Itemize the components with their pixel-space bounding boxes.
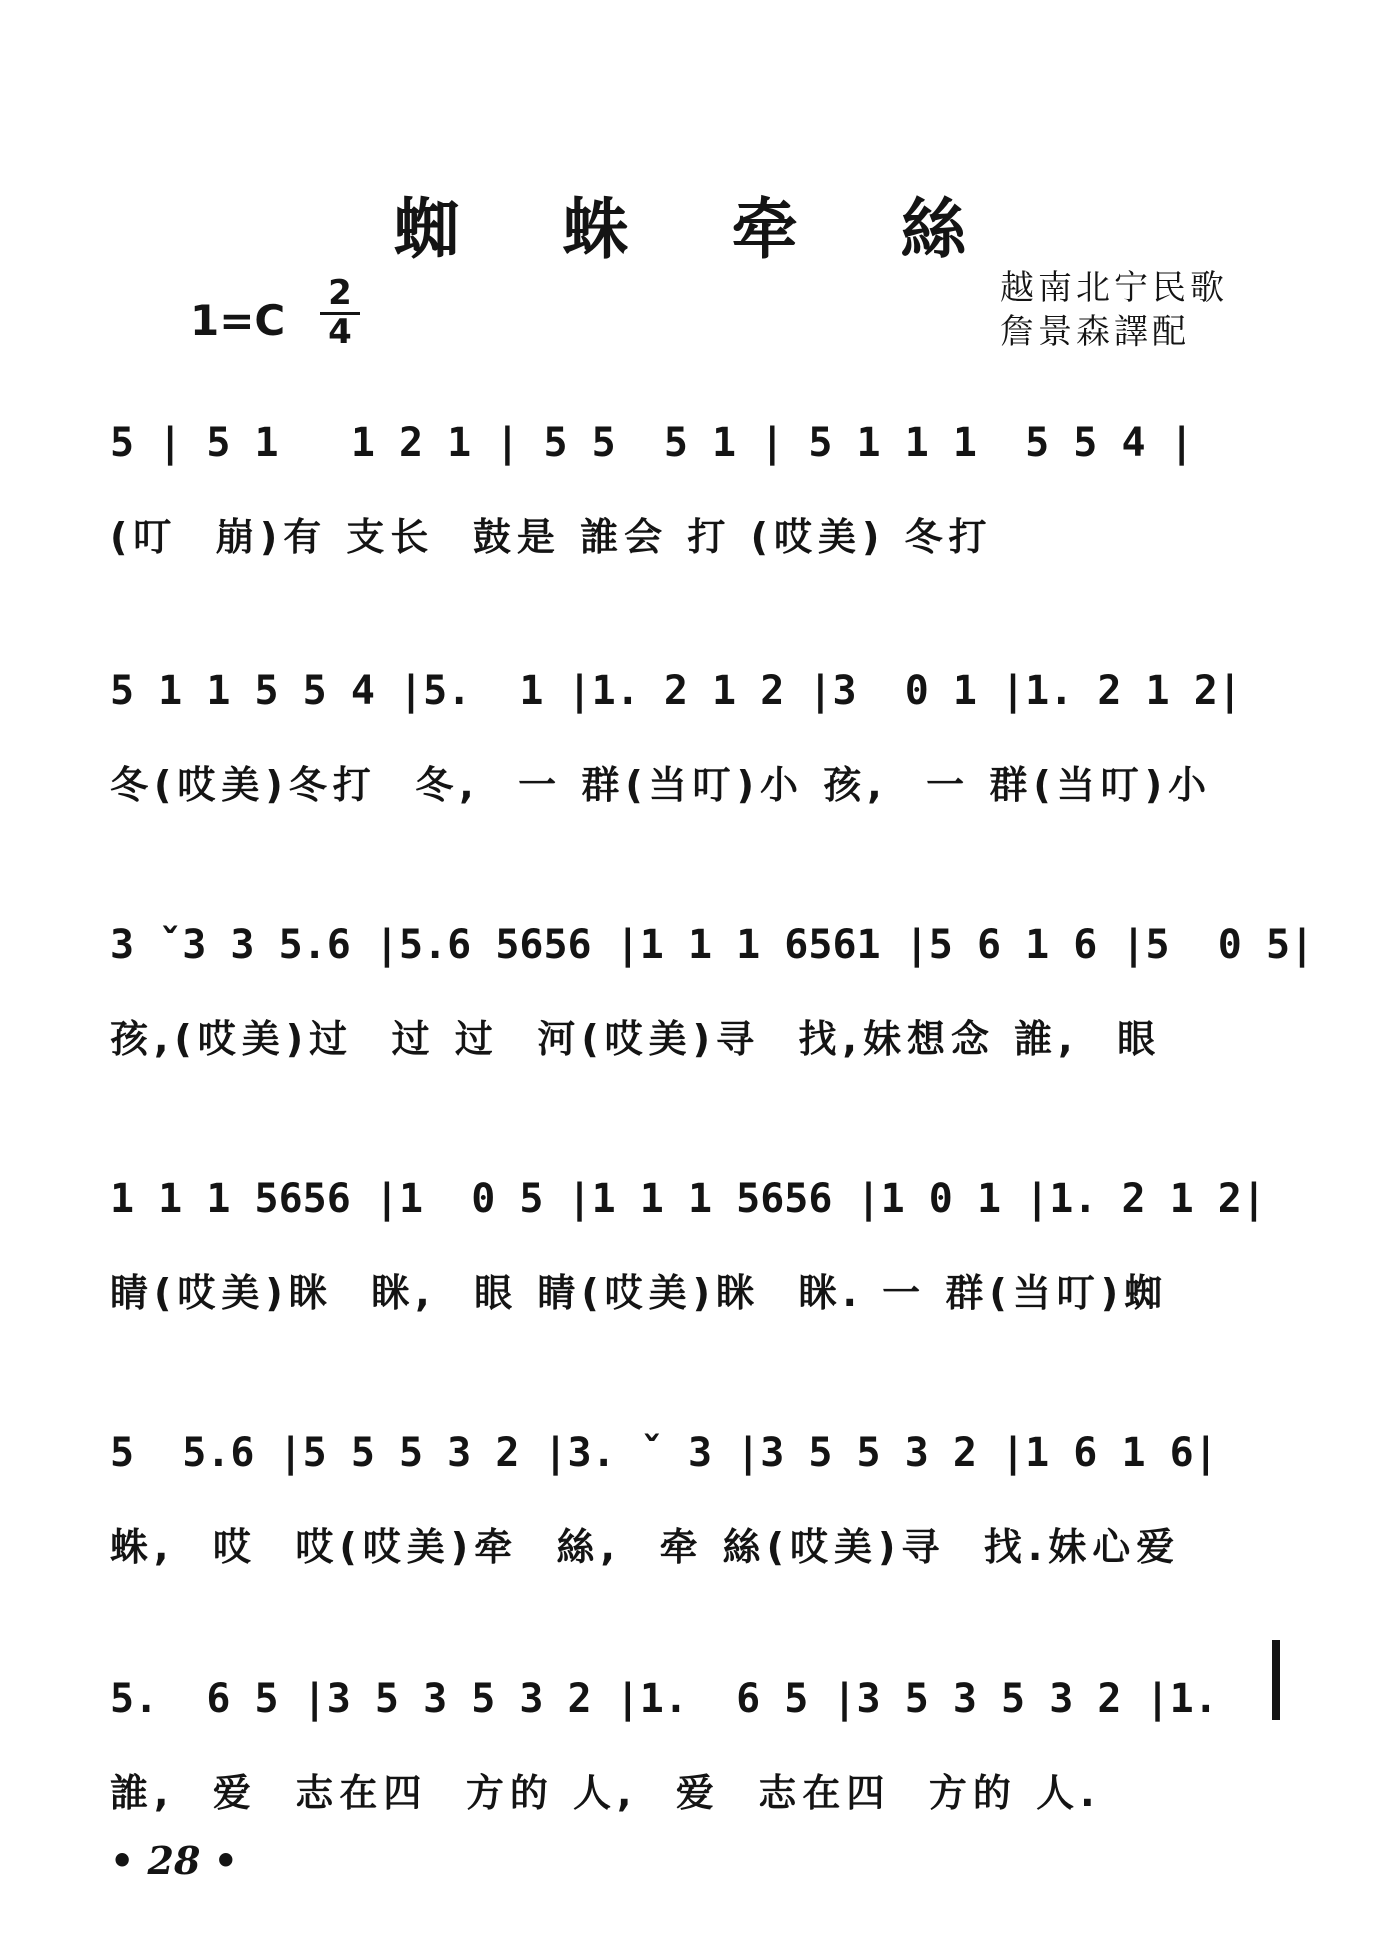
score-row-1 xyxy=(0,420,1400,600)
notation-line: 3 ˇ3 3 5.6 |5.6 5656 |1 1 1 6561 |5 6 1 6 |5 0 5| xyxy=(110,922,1315,968)
notation-line: 5 | 5 1 1 2 1 | 5 5 5 1 | 5 1 1 1 5 5 4 | xyxy=(110,420,1194,466)
time-signature-bottom: 4 xyxy=(320,312,360,349)
key-signature: 1=C xyxy=(190,296,286,345)
notation-line: 5 1 1 5 5 4 |5. 1 |1. 2 1 2 |3 0 1 |1. 2 1 2| xyxy=(110,668,1242,714)
translator-credit: 詹景森譯配 xyxy=(1000,312,1190,352)
notation-line: 5 5.6 |5 5 5 3 2 |3. ˇ 3 |3 5 5 3 2 |1 6 1 6| xyxy=(110,1430,1218,1476)
score-row-6 xyxy=(0,1676,1400,1856)
lyrics-line: (叮 崩)有 支长 鼓是 誰会 打 (哎美) 冬打 xyxy=(110,515,993,559)
lyrics-line: 誰, 爱 志在四 方的 人, 爱 志在四 方的 人. xyxy=(110,1771,1101,1815)
final-barline xyxy=(1272,1640,1280,1720)
notation-line: 5. 6 5 |3 5 3 5 3 2 |1. 6 5 |3 5 3 5 3 2 |1. xyxy=(110,1676,1218,1722)
score-row-2 xyxy=(0,668,1400,848)
lyrics-line: 冬(哎美)冬打 冬, 一 群(当叮)小 孩, 一 群(当叮)小 xyxy=(110,763,1213,807)
notation-line: 1 1 1 5656 |1 0 5 |1 1 1 5656 |1 0 1 |1. 2 1 2| xyxy=(110,1176,1266,1222)
page-number: • 28 • xyxy=(110,1838,238,1883)
song-title: 蜘 蛛 牵 絲 xyxy=(393,190,1007,268)
song-origin: 越南北宁民歌 xyxy=(1000,268,1228,308)
time-signature-top: 2 xyxy=(328,273,352,313)
credits xyxy=(1000,266,1228,354)
score-row-3 xyxy=(0,922,1400,1102)
lyrics-line: 睛(哎美)眯 眯, 眼 睛(哎美)眯 眯. 一 群(当叮)蜘 xyxy=(110,1271,1169,1315)
lyrics-line: 蛛, 哎 哎(哎美)牵 絲, 牵 絲(哎美)寻 找.妹心爱 xyxy=(110,1525,1181,1569)
score-row-4 xyxy=(0,1176,1400,1356)
time-signature xyxy=(320,273,360,352)
lyrics-line: 孩,(哎美)过 过 过 河(哎美)寻 找,妹想念 誰, 眼 xyxy=(110,1017,1162,1061)
score-row-5 xyxy=(0,1430,1400,1610)
